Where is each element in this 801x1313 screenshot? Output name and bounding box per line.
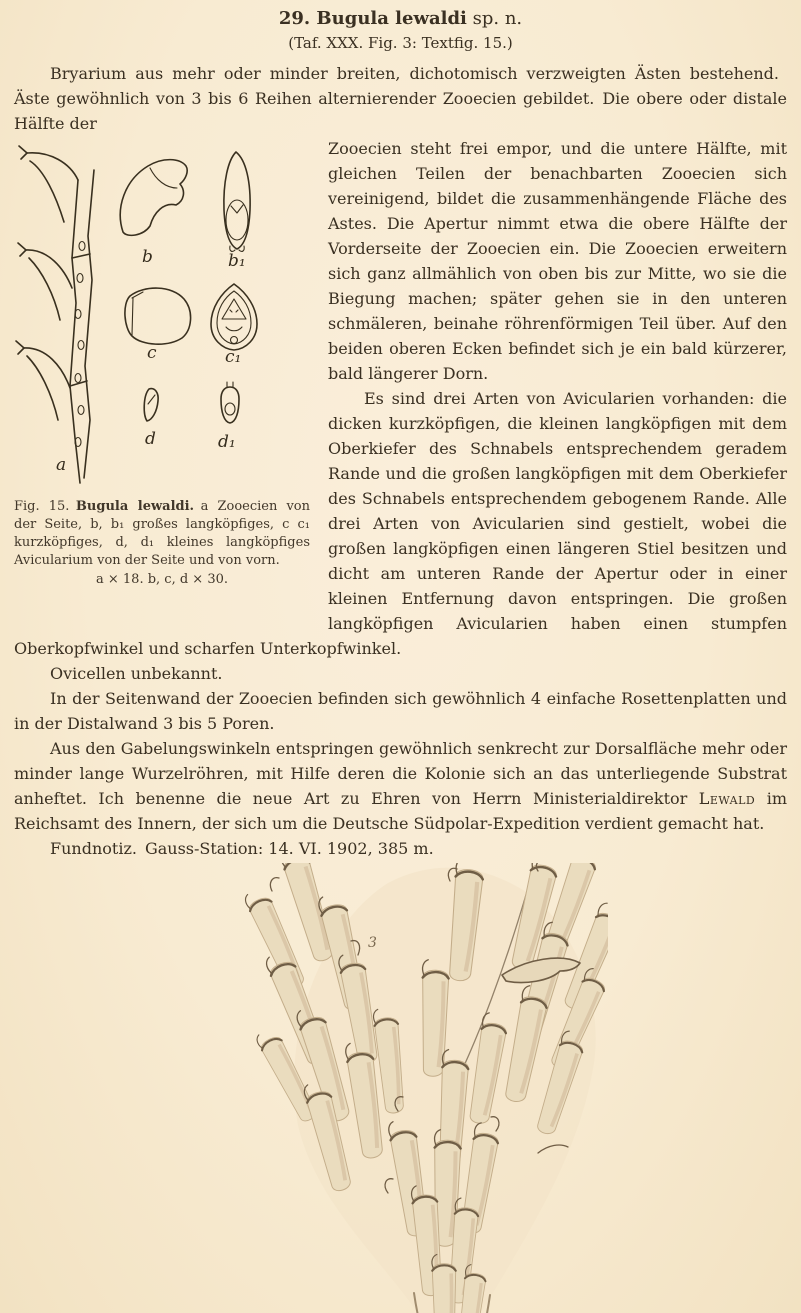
colony-sketch (238, 863, 608, 1313)
species-heading (14, 8, 787, 30)
etymology-text-after: im Reichsamt des Innern, der sich um die Deutsche Südpolar-Expedition verdient gemacht hat. (14, 789, 788, 833)
caption-magnification: a × 18. b, c, d × 30. (96, 572, 228, 587)
caption-fig-number: Fig. 15. (14, 499, 76, 514)
species-suffix: sp. n. (466, 8, 523, 29)
fig-label-c: c (147, 343, 157, 363)
fig-label-d: d (145, 429, 156, 449)
paragraph-avicularia: Es sind drei Arten von Avicularien vorhanden: die dicken kurzköpfigen, die kleinen langköpfigen mit dem Oberkiefer des Schnabels entsprechendem geradem Rande und die großen langköpfigen mit dem Oberkiefer des Schnabels entsprechendem gebogenem Rande. Alle drei Arten von Avicularien sind gestielt, wobei die großen langköpfigen einen längeren Stiel besitzen und dicht am unteren Rande der Apertur oder in einer kleinen Entfernung davon entspringen. Die großen langköpfigen Avicularien haben einen stumpfen Oberkopfwinkel und scharfen Unterkopfwinkel. (14, 389, 787, 658)
figure-15-caption (14, 498, 310, 589)
paragraph-fundnotiz: Fundnotiz. Gauss-Station: 14. VI. 1902, 385 m. (50, 839, 434, 858)
figure-15-drawing (14, 138, 314, 490)
fig-label-a: a (56, 455, 67, 475)
colony-illustration-block (238, 863, 608, 1313)
paragraph-intro: Bryarium aus mehr oder minder breiten, dichotomisch verzweigten Ästen bestehend. Äste gewöhnlich von 3 bis 6 Reihen alternierender Zooecien gebildet. Die obere oder distale Hälfte der (14, 64, 787, 133)
fig-label-c1: c₁ (225, 347, 242, 367)
species-name: 29. Bugula lewaldi (278, 8, 467, 29)
fig-label-b: b (142, 247, 153, 267)
caption-species-name: Bugula lewaldi. (75, 499, 195, 514)
dedicatee-name: Lewald (698, 789, 756, 808)
paragraph-ovicells: Ovicellen unbekannt. (50, 664, 223, 683)
fig-label-b1: b₁ (228, 251, 246, 271)
etymology-text-before: Aus den Gabelungswinkeln entspringen gewöhnlich senkrecht zur Dorsalfläche mehr oder minder lange Wurzelröhren, mit Hilfe deren die Kolonie sich an das unterliegende Substrat anheftet. Ich benenne die neue Art zu Ehren von Herrn Ministerialdirektor (14, 739, 787, 808)
paragraph-rosette-plates: In der Seitenwand der Zooecien befinden sich gewöhnlich 4 einfache Rosettenplatten und in der Distalwand 3 bis 5 Poren. (14, 689, 787, 733)
caption-description: a Zooecien von der Seite, b, b₁ großes langköpfiges, c c₁ kurzköpfiges, d, d₁ kleines langköpfiges Avicularium von der Seite und von vorn. (14, 499, 310, 568)
paragraph-etymology (14, 736, 787, 836)
plate-reference: (Taf. XXX. Fig. 3: Textfig. 15.) (288, 34, 513, 52)
figure-15-block (14, 138, 314, 589)
fig-label-d1: d₁ (218, 432, 236, 452)
paragraph-description: Zooecien steht frei empor, und die untere Hälfte, mit gleichen Teilen der benachbarten Zooecien sich vereinigend, bildet die zusammenhängende Fläche des Astes. Die Apertur nimmt etwa die obere Hälfte der Vorderseite der Zooecien ein. Die Zooecien erweitern sich ganz allmählich von oben bis zur Mitte, wo sie die Biegung machen; später gehen sie in den unteren schmäleren, beinahe röhrenförmigen Teil über. Auf den beiden oberen Ecken befindet sich je ein bald kürzerer, bald längerer Dorn. (328, 139, 787, 383)
plate-number: 3 (368, 935, 377, 951)
